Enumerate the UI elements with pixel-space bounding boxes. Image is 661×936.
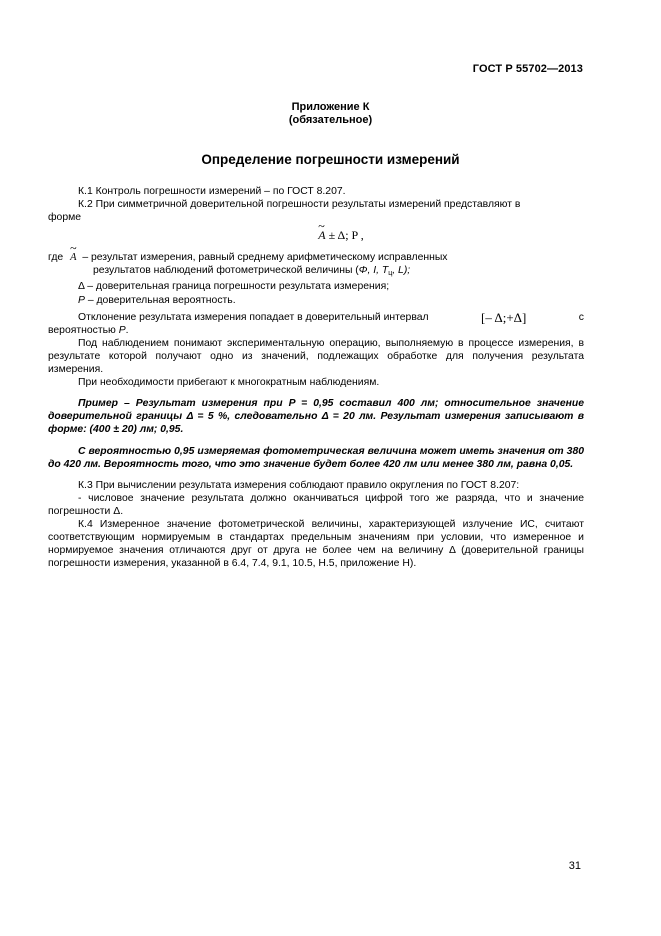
formula-symbol: ~ A <box>318 229 325 242</box>
appendix-status: (обязательное) <box>288 114 373 126</box>
section-title: Определение погрешности измерений <box>201 152 460 167</box>
appendix-heading <box>0 101 661 127</box>
where-p-definition: P – доверительная вероятность. <box>78 294 236 306</box>
where-delta-definition: Δ – доверительная граница погрешности результата измерения; <box>78 281 390 293</box>
paragraph-k1: К.1 Контроль погрешности измерений – по ГОСТ 8.207. <box>78 186 346 197</box>
document-body <box>48 185 584 570</box>
result-formula <box>98 229 584 245</box>
where-definition <box>48 251 584 264</box>
paragraph-multiple-observations: При необходимости прибегают к многократным наблюдениям. <box>78 377 380 389</box>
paragraph-observation: Под наблюдением понимают экспериментальную операцию, выполняемую в процессе измерения, в результате которой получают одно из значений, подлежащих обработке для получения результата измерения. <box>48 337 584 376</box>
paragraph-k2-continued: форме <box>48 212 82 224</box>
paragraph-deviation <box>48 311 584 324</box>
example-1: Пример – Результат измерения при P = 0,95 составил 400 лм; относительное значение доверительной границы Δ = 5 %, следовательно Δ = 20 лм. Результат измерения записывают в форме: (400 ± 20) лм; 0,95. <box>48 398 584 436</box>
confidence-interval: [– Δ;+Δ] <box>481 309 527 325</box>
paragraph-k3-rule: - числовое значение результата должно оканчиваться цифрой того же разряда, что и значение погрешности Δ. <box>48 492 584 517</box>
deviation-with: с <box>578 311 584 323</box>
paragraph-deviation-continued: вероятностью P. <box>48 324 129 336</box>
paragraph-k2: К.2 При симметричной доверительной погрешности результаты измерений представляют в <box>78 199 521 211</box>
deviation-text: Отклонение результата измерения попадает в доверительный интервал <box>78 311 429 323</box>
document-code: ГОСТ Р 55702—2013 <box>472 63 583 75</box>
where-symbol: ~ A <box>70 251 76 264</box>
paragraph-k3: К.3 При вычислении результата измерения соблюдают правило округления по ГОСТ 8.207: <box>78 479 520 491</box>
where-result-definition: – результат измерения, равный среднему арифметическому исправленных <box>82 252 448 264</box>
page-number: 31 <box>568 860 581 872</box>
formula-expression: ± Δ; P , <box>328 228 364 243</box>
where-prefix: где <box>48 252 64 264</box>
example-2: С вероятностью 0,95 измеряемая фотометрическая величина может иметь значения от 380 до 420 лм. Вероятность того, что это значение будет более 420 лм или менее 380 лм, равна 0,05. <box>48 445 584 470</box>
paragraph-k4: К.4 Измеренное значение фотометрической величины, характеризующей излучение ИС, считают соответствующим нормируемым в стандартах предельным значениям при условии, что измеренное и нормируемое значения отличаются друг от друга не более чем на величину Δ (доверительной границы погрешности измерения, указанной в 6.4, 7.4, 9.1, 10.5, Н.5, приложение Н). <box>48 518 584 570</box>
appendix-title: Приложение К <box>291 101 370 113</box>
where-result-definition-continued: результатов наблюдений фотометрической величины (Φ, I, $T_ц$, L); <box>93 265 411 278</box>
